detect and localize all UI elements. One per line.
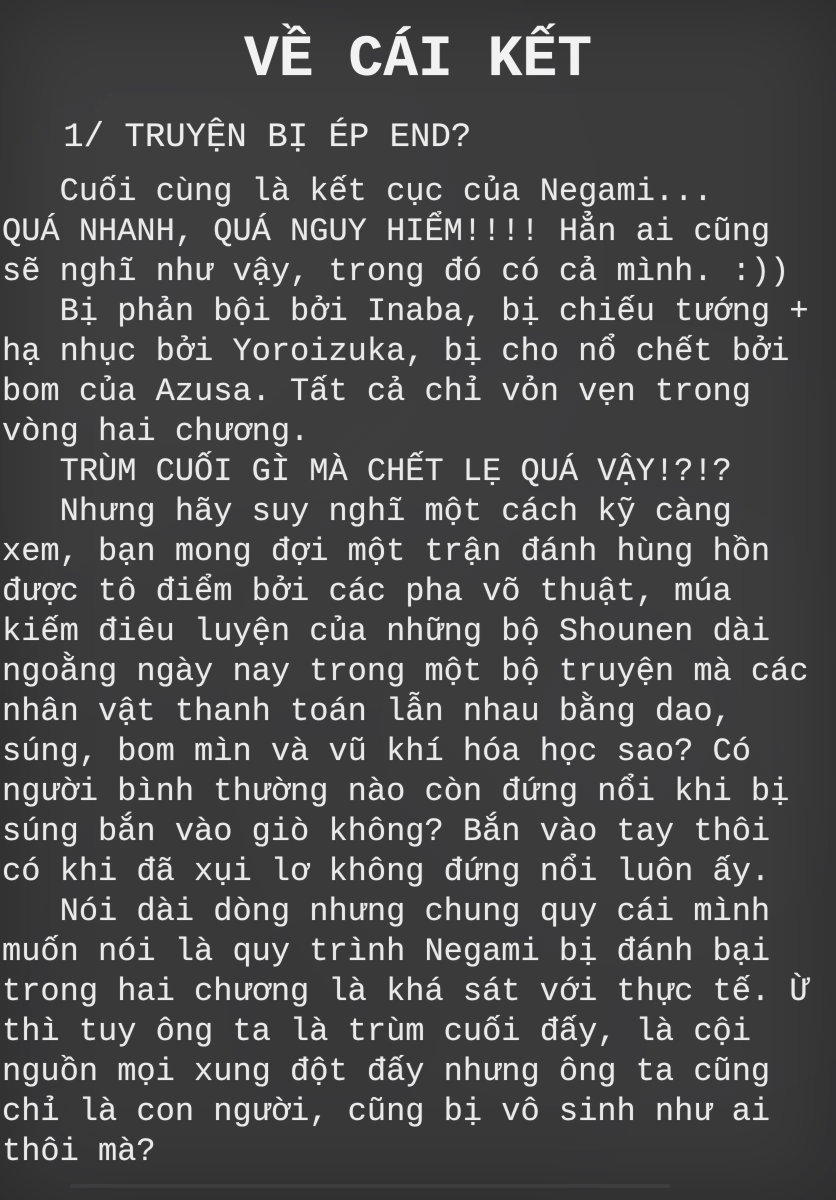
body-line: Bị phản bội bởi Inaba, bị chiếu tướng + (2, 293, 809, 330)
body-line: có khi đã xụi lơ không đứng nổi luôn ấy. (2, 853, 771, 890)
body-line: TRÙM CUỐI GÌ MÀ CHẾT LẸ QUÁ VẬY!?!? (2, 453, 732, 490)
body-line: người bình thường nào còn đứng nổi khi bị (2, 773, 790, 810)
body-line: bom của Azusa. Tất cả chỉ vỏn vẹn trong (2, 373, 751, 410)
body-line: xem, bạn mong đợi một trận đánh hùng hồn (2, 533, 771, 570)
body-line: sẽ nghĩ như vậy, trong đó có cả mình. :)) (2, 253, 790, 290)
body-line: chỉ là con người, cũng bị vô sinh như ai (2, 1093, 771, 1130)
body-line: kiếm điêu luyện của những bộ Shounen dài (2, 613, 771, 650)
body-line: hạ nhục bởi Yoroizuka, bị cho nổ chết bởi (2, 333, 790, 370)
scan-streak (70, 1184, 670, 1188)
page-title: VỀ CÁI KẾT (243, 28, 593, 93)
body-line: thì tuy ông ta là trùm cuối đấy, là cội (2, 1013, 751, 1050)
body-line: nhân vật thanh toán lẫn nhau bằng dao, (2, 693, 732, 730)
body-line: QUÁ NHANH, QUÁ NGUY HIỂM!!!! Hẳn ai cũng (2, 213, 771, 250)
body-line: súng, bom mìn và vũ khí hóa học sao? Có (2, 733, 751, 770)
body-line: nguồn mọi xung đột đấy nhưng ông ta cũng (2, 1053, 771, 1090)
body-line: Nhưng hãy suy nghĩ một cách kỹ càng (2, 493, 732, 530)
body-line: Nói dài dòng nhưng chung quy cái mình (2, 893, 771, 930)
body-line: thôi mà? (2, 1133, 156, 1170)
section-heading: 1/ TRUYỆN BỊ ÉP END? (63, 119, 472, 157)
body-line: súng bắn vào giò không? Bắn vào tay thôi (2, 813, 771, 850)
body-line: ngoằng ngày nay trong một bộ truyện mà các (2, 653, 809, 690)
body-line: Cuối cùng là kết cục của Negami... (2, 173, 713, 210)
body-line: vòng hai chương. (2, 413, 310, 450)
body-line: được tô điểm bởi các pha võ thuật, múa (2, 573, 732, 610)
body-text (0, 172, 836, 1172)
body-line: trong hai chương là khá sát với thực tế. Ừ (2, 973, 809, 1010)
body-line: muốn nói là quy trình Negami bị đánh bại (2, 933, 771, 970)
